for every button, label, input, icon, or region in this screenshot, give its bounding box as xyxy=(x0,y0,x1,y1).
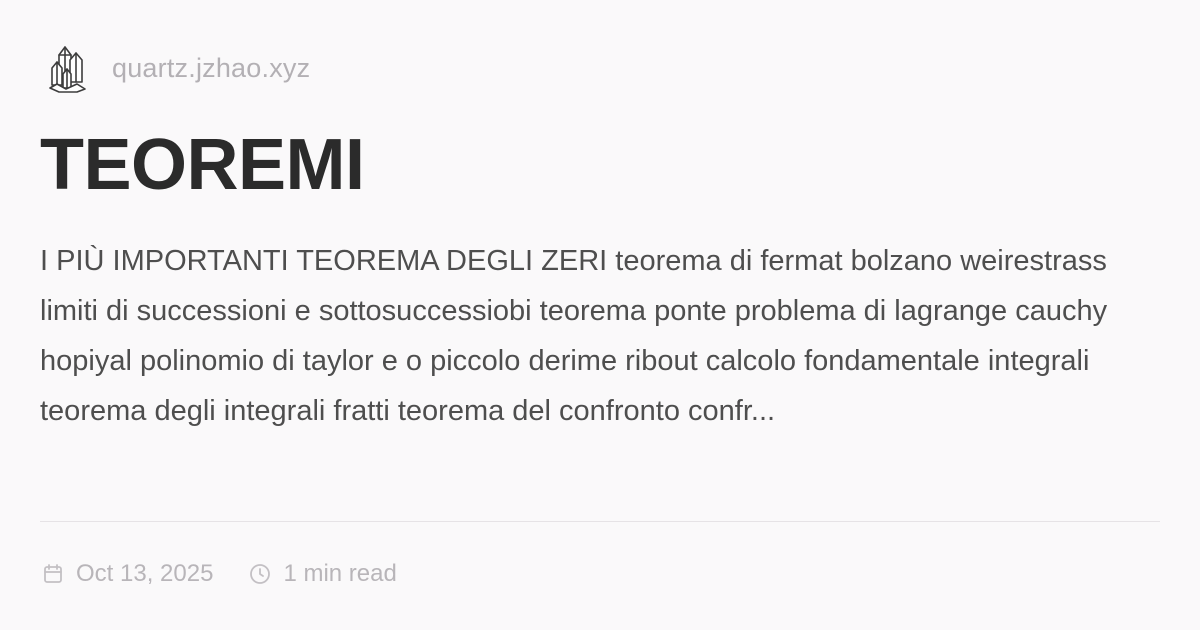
published-date-text: Oct 13, 2025 xyxy=(76,560,214,587)
article-meta xyxy=(40,556,397,592)
section-divider xyxy=(40,521,1160,522)
calendar-icon xyxy=(40,561,66,587)
reading-time xyxy=(247,560,396,588)
og-card xyxy=(40,0,1160,630)
published-date xyxy=(40,560,213,588)
reading-time-text: 1 min read xyxy=(283,560,397,587)
site-name[interactable]: quartz.jzhao.xyz xyxy=(112,52,311,83)
site-header xyxy=(48,40,310,96)
clock-icon xyxy=(247,561,273,587)
page-description: I PIÙ IMPORTANTI TEOREMA DEGLI ZERI teorema di fermat bolzano weirestrass limiti di successioni e sottosuccessiobi teorema ponte problema di lagrange cauchy hopiyal polinomio di taylor e o piccolo derime ribout calcolo fondamentale integrali teorema degli integrali fratti teorema del confronto confr... xyxy=(40,245,1108,427)
page-title: TEOREMI xyxy=(40,125,365,205)
crystal-logo-icon xyxy=(48,40,88,96)
